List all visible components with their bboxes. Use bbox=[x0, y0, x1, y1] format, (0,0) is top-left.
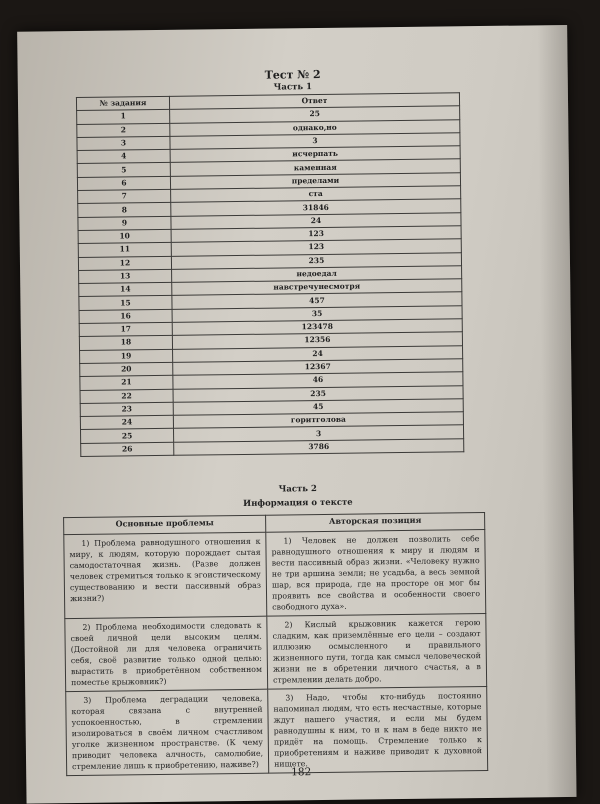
problem-cell bbox=[65, 616, 268, 691]
task-number-cell: 9 bbox=[78, 216, 171, 230]
part1-title: Часть 1 bbox=[273, 82, 313, 93]
position-cell bbox=[267, 614, 487, 690]
problems-header: Основные проблемы bbox=[64, 515, 266, 534]
task-number-cell: 14 bbox=[79, 282, 172, 296]
answer-cell: 235 bbox=[173, 385, 463, 402]
task-number-cell: 1 bbox=[77, 110, 170, 124]
answer-cell: недоедал bbox=[172, 266, 462, 283]
problem-text: 2) Проблема необходимости следовать к своей личной цели высоким целям. (Достойной ли для человека ограничить себя, своё развитие только одной целью: вырастить в приобретённом собственном поместье крыжовник?) bbox=[70, 620, 263, 688]
task-number-cell: 8 bbox=[78, 203, 171, 217]
task-number-cell: 5 bbox=[77, 163, 170, 177]
answer-cell: 25 bbox=[170, 106, 460, 123]
page-edge-shadow bbox=[537, 25, 576, 797]
answer-cell: 3786 bbox=[174, 438, 464, 455]
test-title: Тест № 2 bbox=[264, 67, 321, 82]
problem-cell bbox=[64, 532, 267, 618]
problem-cell bbox=[66, 689, 269, 775]
task-number-cell: 6 bbox=[77, 176, 170, 190]
answer-cell: навстречунесмотря bbox=[172, 279, 462, 296]
answer-cell: 31846 bbox=[171, 199, 461, 216]
task-number-cell: 15 bbox=[79, 296, 172, 310]
info-table bbox=[63, 512, 488, 776]
task-number-cell: 2 bbox=[77, 123, 170, 137]
task-number-cell: 23 bbox=[80, 402, 173, 416]
answer-cell: 3 bbox=[173, 425, 463, 442]
task-number-header: № задания bbox=[76, 96, 169, 110]
answer-cell: 24 bbox=[171, 212, 461, 229]
book-page bbox=[17, 25, 576, 804]
answer-cell: пределами bbox=[170, 173, 460, 190]
problem-text: 1) Проблема равнодушного отношения к миру, к людям, которую порождает сытая самодостаточная жизнь. (Разве должен человек стремиться только к эгоистическому существованию и вести пассивный образ жизни?) bbox=[69, 536, 262, 604]
answer-cell: 123 bbox=[171, 239, 461, 256]
task-number-cell: 25 bbox=[81, 429, 174, 443]
task-number-cell: 16 bbox=[79, 309, 172, 323]
answer-cell: 12356 bbox=[172, 332, 462, 349]
answer-cell: 457 bbox=[172, 292, 462, 309]
position-text: 1) Человек не должен позволить себе равнодушного отношения к миру и людям и вести пассивный образ жизни. «Человеку нужно не три аршина земли; не усадьба, а весь земной шар, вся природа, где на просторе он мог бы проявить все свойства и особенности своего свободного духа». bbox=[271, 534, 481, 612]
task-number-cell: 3 bbox=[77, 136, 170, 150]
task-number-cell: 10 bbox=[78, 229, 171, 243]
answer-cell: 123 bbox=[171, 226, 461, 243]
info-row bbox=[64, 530, 486, 619]
part2-title: Часть 2 bbox=[278, 484, 317, 495]
task-number-cell: 19 bbox=[80, 349, 173, 363]
answer-cell: 35 bbox=[172, 306, 462, 323]
info-title: Информация о тексте bbox=[243, 497, 353, 509]
task-number-cell: 26 bbox=[81, 442, 174, 456]
task-number-cell: 22 bbox=[80, 389, 173, 403]
task-number-cell: 18 bbox=[79, 336, 172, 350]
answer-cell: ста bbox=[171, 186, 461, 203]
position-text: 2) Кислый крыжовник кажется герою сладким, как приземлённые его цели – создают иллюзию осмысленного и правильного жизненного пути, тогда как смысл человеческой жизни не в обретении личного счастья, а в стремлении делать добро. bbox=[272, 618, 481, 685]
answer-cell: исчерпать bbox=[170, 146, 460, 163]
answers-body bbox=[77, 106, 464, 456]
answer-cell: каменная bbox=[170, 159, 460, 176]
position-cell bbox=[266, 530, 486, 617]
answers-table bbox=[76, 92, 464, 457]
answer-cell: 3 bbox=[170, 133, 460, 150]
answer-cell: 12367 bbox=[173, 359, 463, 376]
task-number-cell: 21 bbox=[80, 376, 173, 390]
answer-cell: 123478 bbox=[172, 319, 462, 336]
answer-cell: однако,но bbox=[170, 119, 460, 136]
answer-cell: 235 bbox=[171, 252, 461, 269]
task-number-cell: 12 bbox=[78, 256, 171, 270]
task-number-cell: 13 bbox=[79, 269, 172, 283]
task-number-cell: 7 bbox=[78, 189, 171, 203]
position-header: Авторская позиция bbox=[266, 513, 485, 533]
problem-text: 3) Проблема деградации человека, которая связана с внутренней успокоенностью, в стремлении изолироваться в своём личном счастливом уголке жизненном пространстве. (К чему приводит человека алчность, самолюбие, стремление лишь к приобретению, наживе?) bbox=[71, 693, 264, 772]
position-text: 3) Надо, чтобы кто-нибудь постоянно напоминал людям, что есть несчастные, которые ждут нашего участия, и если мы будем равнодушны к ним, то и к нам в беде никто не придёт на помощь. Стремление только к приобретениям и наживе приводит к духовной нищете. bbox=[273, 691, 483, 769]
position-cell bbox=[268, 687, 488, 774]
answer-header: Ответ bbox=[169, 93, 459, 110]
task-number-cell: 20 bbox=[80, 362, 173, 376]
answer-cell: 46 bbox=[173, 372, 463, 389]
info-row bbox=[65, 614, 487, 692]
task-number-cell: 17 bbox=[79, 322, 172, 336]
task-number-cell: 11 bbox=[78, 243, 171, 257]
task-number-cell: 24 bbox=[80, 415, 173, 429]
answer-cell: 45 bbox=[173, 399, 463, 416]
answer-cell: 24 bbox=[173, 345, 463, 362]
info-row bbox=[66, 687, 488, 776]
page-number: 182 bbox=[291, 766, 312, 779]
task-number-cell: 4 bbox=[77, 150, 170, 164]
answer-cell: горитголова bbox=[173, 412, 463, 429]
